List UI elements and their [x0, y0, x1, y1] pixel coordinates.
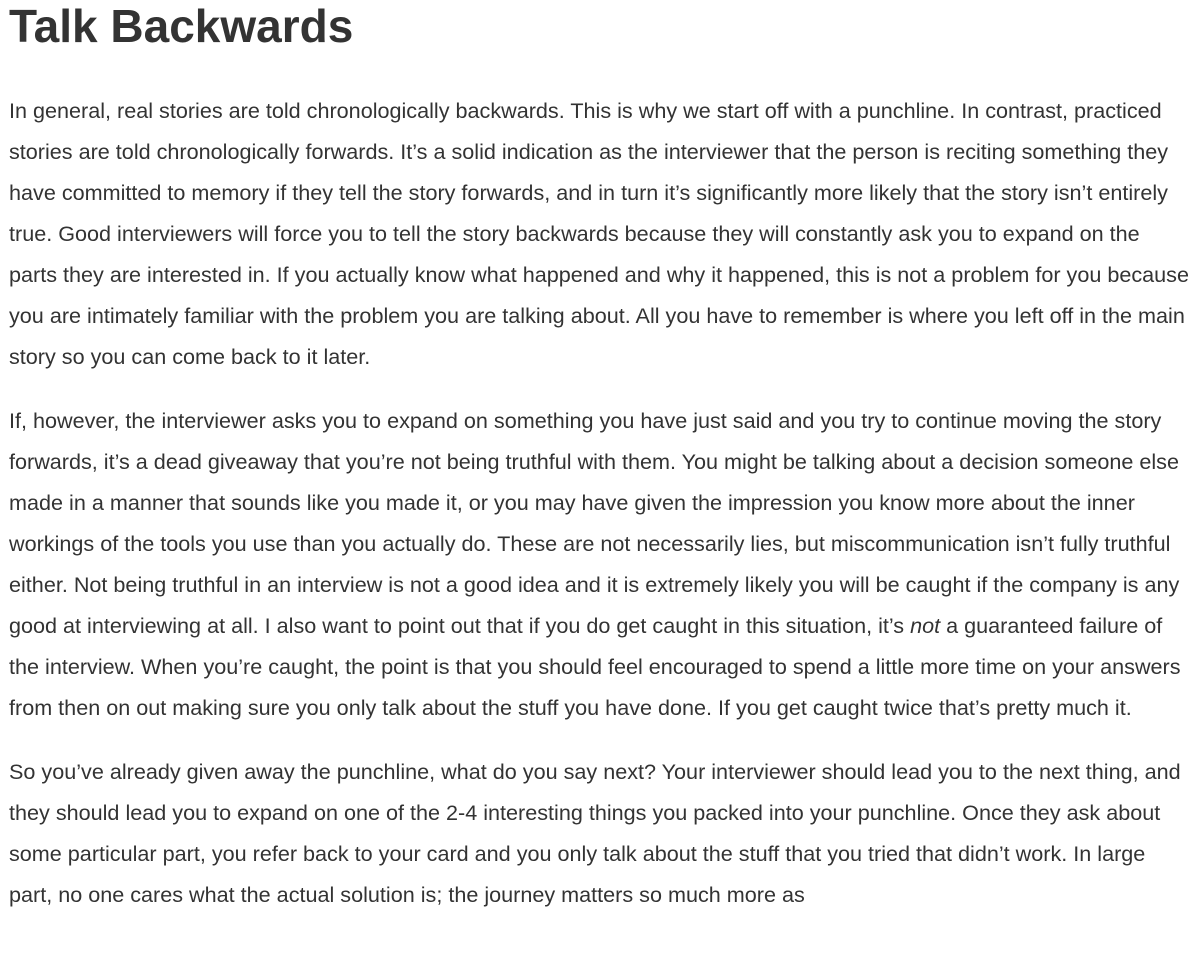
- paragraph-caught: [9, 400, 1191, 728]
- paragraph-next-steps: So you’ve already given away the punchline, what do you say next? Your interviewer should lead you to the next thing, and they should lead you to expand on one of the 2-4 interesting things you packed into your punchline. Once they ask about some particular part, you refer back to your card and you only talk about the stuff that you tried that didn’t work. In large part, no one cares what the actual solution is; the journey matters so much more as: [9, 759, 1181, 907]
- article-body: [9, 90, 1191, 915]
- article-title: Talk Backwards: [9, 0, 354, 52]
- paragraph-caught-after: a guaranteed failure of the interview. When you’re caught, the point is that you should feel encouraged to spend a little more time on your answers from then on out making sure you only talk about the stuff you have done. If you get caught twice that’s pretty much it.: [9, 613, 1181, 720]
- paragraph-caught-before: If, however, the interviewer asks you to expand on something you have just said and you try to continue moving the story forwards, it’s a dead giveaway that you’re not being truthful with them. You might be talking about a decision someone else made in a manner that sounds like you made it, or you may have given the impression you know more about the inner workings of the tools you use than you actually do. These are not necessarily lies, but miscommunication isn’t fully truthful either. Not being truthful in an interview is not a good idea and it is extremely likely you will be caught if the company is any good at interviewing at all. I also want to point out that if you do get caught in this situation, it’s: [9, 408, 1180, 638]
- paragraph-chronology: In general, real stories are told chronologically backwards. This is why we start off with a punchline. In contrast, practiced stories are told chronologically forwards. It’s a solid indication as the interviewer that the person is reciting something they have committed to memory if they tell the story forwards, and in turn it’s significantly more likely that the story isn’t entirely true. Good interviewers will force you to tell the story backwards because they will constantly ask you to expand on the parts they are interested in. If you actually know what happened and why it happened, this is not a problem for you because you are intimately familiar with the problem you are talking about. All you have to remember is where you left off in the main story so you can come back to it later.: [9, 98, 1189, 369]
- emphasis-not: not: [910, 613, 941, 638]
